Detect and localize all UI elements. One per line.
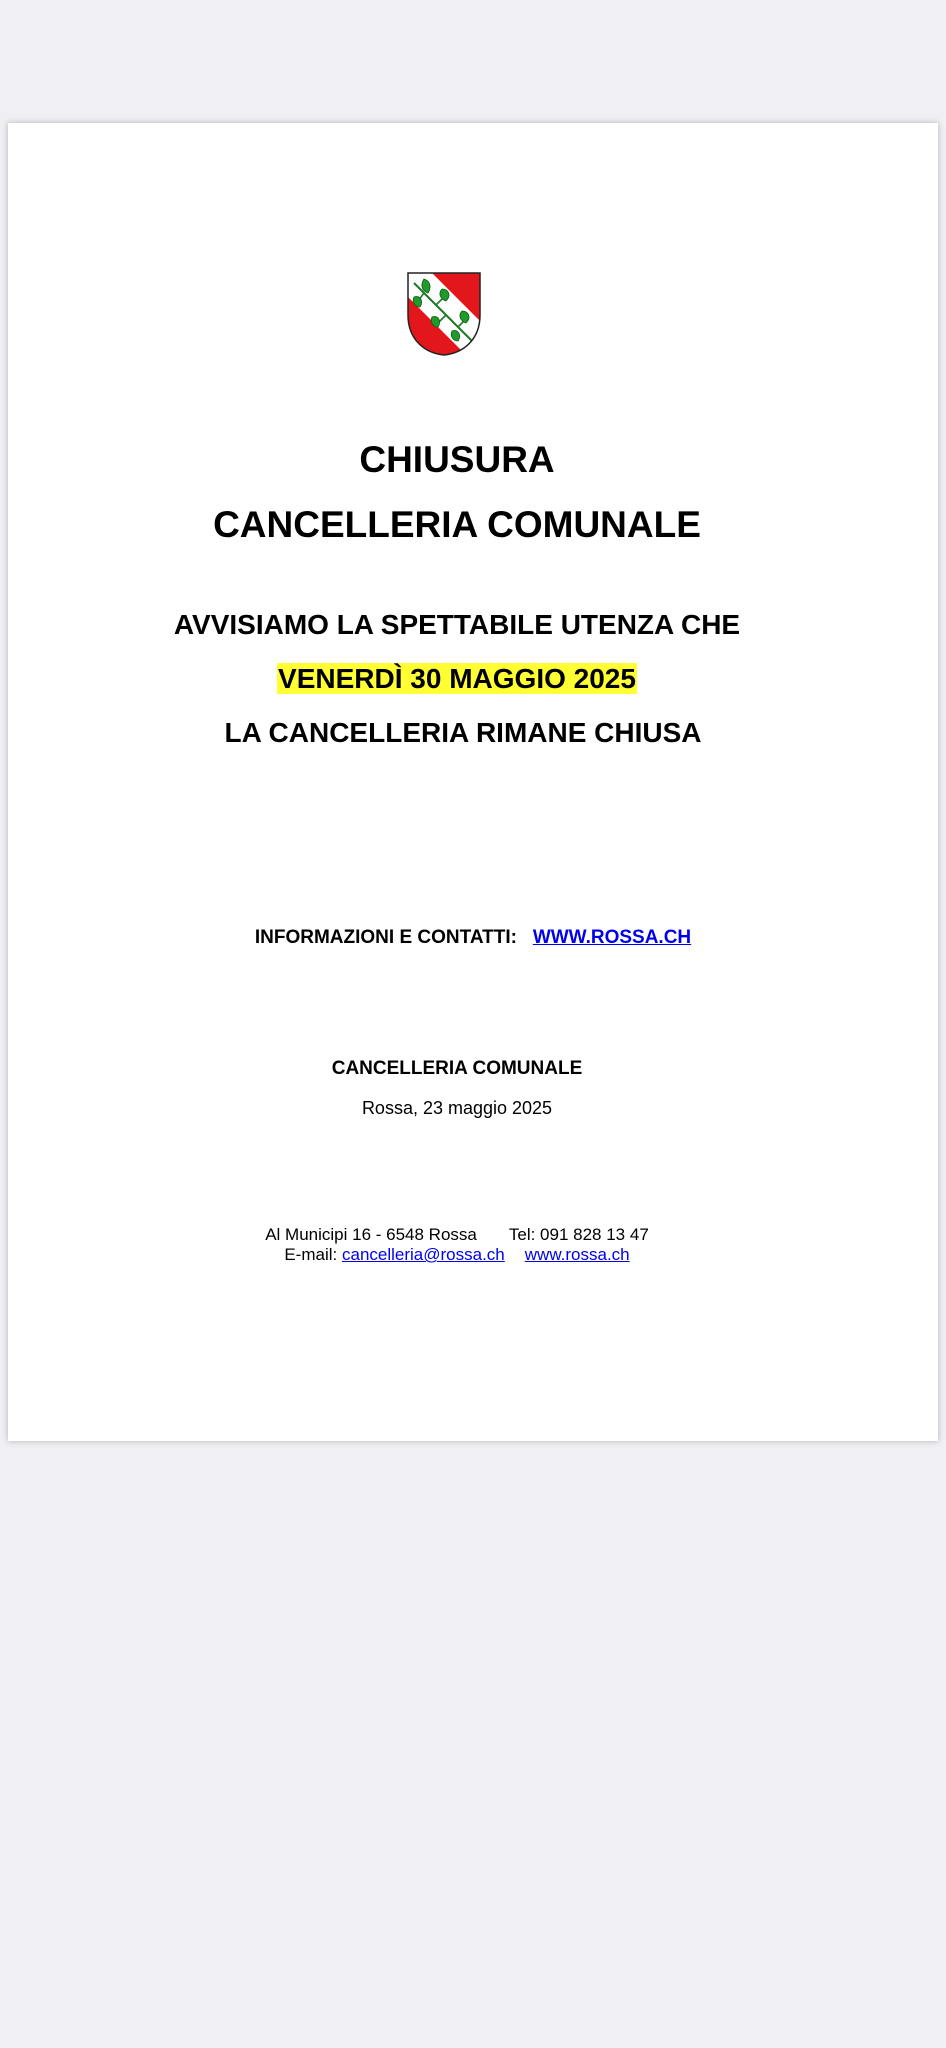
signature-office: CANCELLERIA COMUNALE — [331, 1058, 583, 1079]
footer-website-link[interactable]: www.rossa.ch — [524, 1245, 630, 1264]
footer-address: Al Municipi 16 - 6548 Rossa — [265, 1225, 477, 1244]
notice-line-3: LA CANCELLERIA RIMANE CHIUSA — [224, 717, 702, 748]
title-line-2: CANCELLERIA COMUNALE — [213, 504, 701, 545]
footer-email-label: E-mail: — [284, 1245, 338, 1264]
notice-date-line — [0, 663, 922, 695]
footer-tel: Tel: 091 828 13 47 — [508, 1225, 649, 1244]
signature-place-date: Rossa, 23 maggio 2025 — [361, 1098, 553, 1118]
highlighted-date: VENERDÌ 30 MAGGIO 2025 — [278, 663, 636, 694]
title-line-1: CHIUSURA — [359, 439, 555, 480]
notice-line-1: AVVISIAMO LA SPETTABILE UTENZA CHE — [173, 609, 741, 640]
website-link[interactable]: WWW.ROSSA.CH — [532, 927, 692, 948]
footer-address-line — [0, 1225, 922, 1245]
footer-email-link[interactable]: cancelleria@rossa.ch — [341, 1245, 505, 1264]
document-page — [8, 123, 938, 1441]
footer-contact-line — [0, 1245, 922, 1265]
info-label: INFORMAZIONI E CONTATTI: — [254, 927, 517, 948]
info-contacts — [8, 927, 938, 949]
coat-of-arms-icon — [406, 271, 482, 357]
